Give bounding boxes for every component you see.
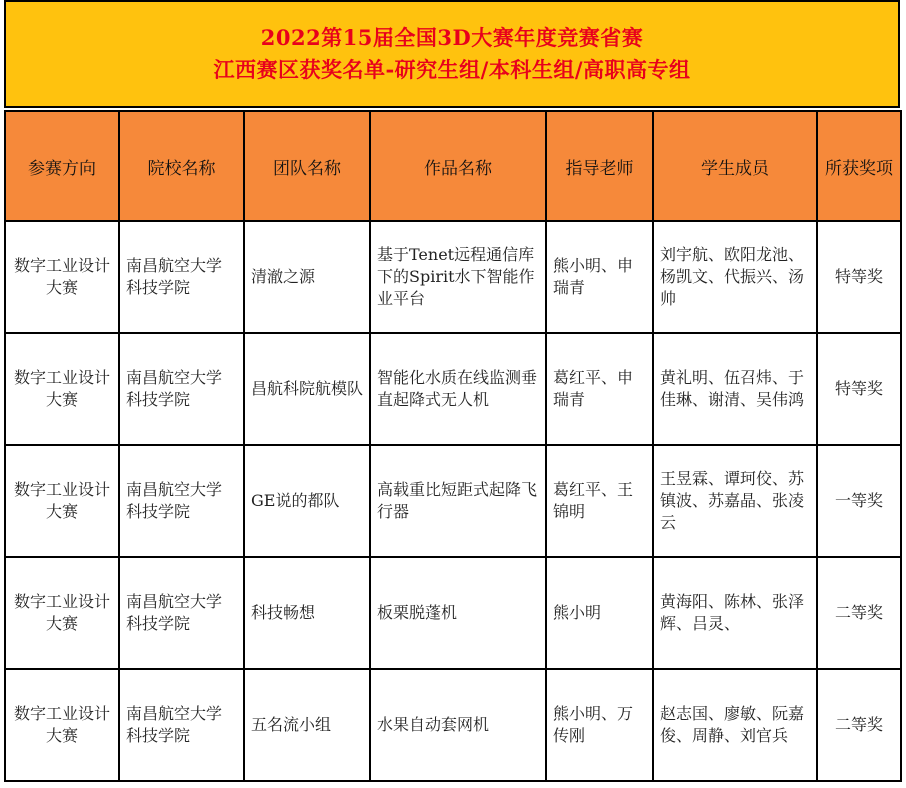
cell-school: 南昌航空大学科技学院 — [119, 445, 244, 557]
table-row — [5, 557, 901, 669]
cell-advisor: 熊小明、申瑞青 — [546, 221, 653, 333]
title-line-2: 江西赛区获奖名单-研究生组/本科生组/高职高专组 — [213, 57, 691, 82]
cell-work: 水果自动套网机 — [370, 669, 546, 781]
cell-school: 南昌航空大学科技学院 — [119, 669, 244, 781]
cell-award: 二等奖 — [817, 669, 901, 781]
cell-work: 高载重比短距式起降飞行器 — [370, 445, 546, 557]
award-list-document — [4, 0, 902, 782]
cell-direction: 数字工业设计大赛 — [5, 221, 119, 333]
cell-members: 王昱霖、谭珂佼、苏镇波、苏嘉晶、张凌云 — [653, 445, 817, 557]
cell-work: 基于Tenet远程通信库下的Spirit水下智能作业平台 — [370, 221, 546, 333]
cell-award: 特等奖 — [817, 333, 901, 445]
cell-members: 黄海阳、陈林、张泽辉、吕灵、 — [653, 557, 817, 669]
header-team: 团队名称 — [244, 111, 370, 221]
cell-advisor: 熊小明 — [546, 557, 653, 669]
cell-award: 一等奖 — [817, 445, 901, 557]
title-line-1: 2022第15届全国3D大赛年度竞赛省赛 — [260, 25, 644, 50]
table-row — [5, 333, 901, 445]
cell-award: 特等奖 — [817, 221, 901, 333]
cell-members: 赵志国、廖敏、阮嘉俊、周静、刘官兵 — [653, 669, 817, 781]
cell-school: 南昌航空大学科技学院 — [119, 557, 244, 669]
title-banner — [4, 0, 900, 108]
cell-direction: 数字工业设计大赛 — [5, 445, 119, 557]
cell-team: GE说的都队 — [244, 445, 370, 557]
table-row — [5, 445, 901, 557]
table-row — [5, 221, 901, 333]
cell-direction: 数字工业设计大赛 — [5, 557, 119, 669]
cell-work: 板栗脱蓬机 — [370, 557, 546, 669]
header-advisor: 指导老师 — [546, 111, 653, 221]
cell-advisor: 葛红平、申瑞青 — [546, 333, 653, 445]
cell-work: 智能化水质在线监测垂直起降式无人机 — [370, 333, 546, 445]
cell-members: 刘宇航、欧阳龙池、杨凯文、代振兴、汤帅 — [653, 221, 817, 333]
cell-school: 南昌航空大学科技学院 — [119, 221, 244, 333]
table-row — [5, 669, 901, 781]
header-award: 所获奖项 — [817, 111, 901, 221]
cell-advisor: 葛红平、王锦明 — [546, 445, 653, 557]
header-direction: 参赛方向 — [5, 111, 119, 221]
cell-advisor: 熊小明、万传刚 — [546, 669, 653, 781]
cell-team: 五名流小组 — [244, 669, 370, 781]
cell-team: 清澈之源 — [244, 221, 370, 333]
header-work: 作品名称 — [370, 111, 546, 221]
cell-school: 南昌航空大学科技学院 — [119, 333, 244, 445]
header-school: 院校名称 — [119, 111, 244, 221]
results-table — [4, 110, 902, 782]
cell-award: 二等奖 — [817, 557, 901, 669]
header-members: 学生成员 — [653, 111, 817, 221]
cell-team: 昌航科院航模队 — [244, 333, 370, 445]
cell-members: 黄礼明、伍召炜、于佳琳、谢清、吴伟鸿 — [653, 333, 817, 445]
header-row — [5, 111, 901, 221]
cell-direction: 数字工业设计大赛 — [5, 669, 119, 781]
cell-team: 科技畅想 — [244, 557, 370, 669]
cell-direction: 数字工业设计大赛 — [5, 333, 119, 445]
